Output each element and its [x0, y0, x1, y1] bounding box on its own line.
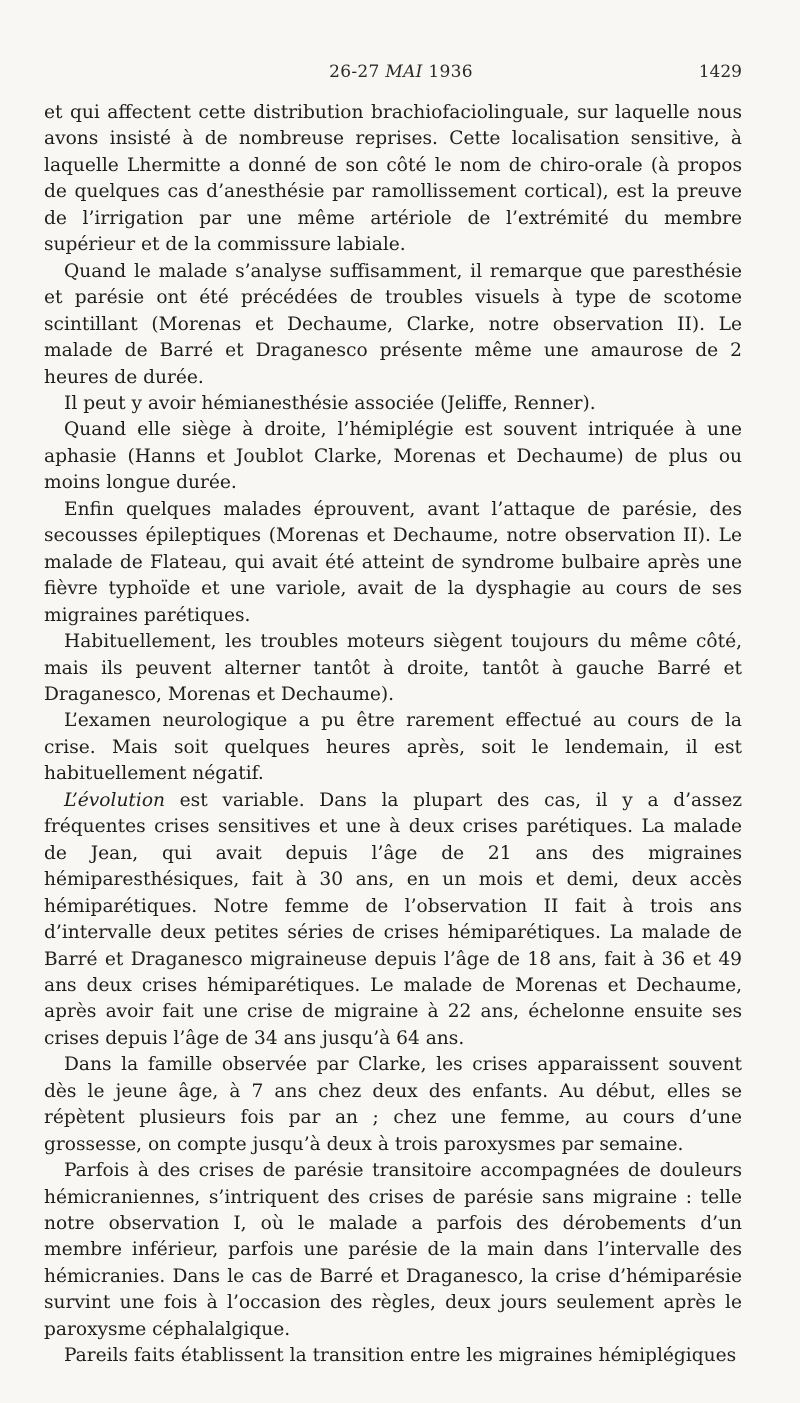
paragraph-4: Quand elle siège à droite, l’hémiplégie est souvent intriquée à une aphasie (Hanns et Joublot Clarke, Morenas et Dechaume) de plus ou moins longue durée.	[44, 419, 742, 494]
running-header	[60, 62, 742, 88]
paragraph-7: L’examen neurologique a pu être rarement effectué au cours de la crise. Mais soit quelques heures après, soit le lendemain, il est habituellement négatif.	[44, 710, 742, 785]
paragraph-10: Parfois à des crises de parésie transitoire accompagnées de douleurs hémicraniennes, s’intriquent des crises de parésie sans migraine : telle notre observation I, où le malade a parfois des dérobements d’un membre inférieur, parfois une parésie de la main dans l’intervalle des hémicranies. Dans le cas de Barré et Draganesco, la crise d’hémiparésie survint une fois à l’occasion des règles, deux jours seulement après le paroxysme céphalalgique.	[44, 1160, 742, 1340]
header-date-year: 1936	[428, 62, 473, 82]
body-text	[44, 100, 742, 1370]
paragraph-5: Enfin quelques malades éprouvent, avant l’attaque de parésie, des secousses épileptiques (Morenas et Dechaume, notre observation II). Le malade de Flateau, qui avait été atteint de syndrome bulbaire après une fièvre typhoïde et une variole, avait de la dysphagie au cours de ses migraines parétiques.	[44, 498, 742, 626]
page-number: 1429	[698, 62, 742, 82]
header-date-days: 26-27	[329, 62, 380, 82]
paragraph-8	[44, 788, 742, 1053]
paragraph-2: Quand le malade s’analyse suffisamment, il remarque que paresthésie et parésie ont été précédées de troubles visuels à type de scotome scintillant (Morenas et Dechaume, Clarke, notre observation II). Le malade de Barré et Draganesco présente même une amaurose de 2 heures de durée.	[44, 260, 742, 388]
paragraph-3: Il peut y avoir hémianesthésie associée (Jeliffe, Renner).	[64, 392, 596, 414]
paragraph-1: et qui affectent cette distribution brachiofaciolinguale, sur laquelle nous avons insisté à de nombreuse reprises. Cette localisation sensitive, à laquelle Lhermitte a donné de son côté le nom de chiro-orale (à propos de quelques cas d’anesthésie par ramollissement cortical), est la preuve de l’irrigation par une même artériole de l’extrémité du membre supérieur et de la commissure labiale.	[44, 102, 742, 256]
paragraph-8-text: est variable. Dans la plupart des cas, il y a d’assez fréquentes crises sensitives et une à deux crises parétiques. La malade de Jean, qui avait depuis l’âge de 21 ans des migraines hémiparesthésiques, fait à 30 ans, en un mois et demi, deux accès hémiparétiques. Notre femme de l’observation II fait à trois ans d’intervalle deux petites séries de crises hémiparétiques. La malade de Barré et Draganesco migraineuse depuis l’âge de 18 ans, fait à 36 et 49 ans deux crises hémiparétiques. Le malade de Morenas et Dechaume, après avoir fait une crise de migraine à 22 ans, échelonne ensuite ses crises depuis l’âge de 34 ans jusqu’à 64 ans.	[44, 789, 742, 1049]
paragraph-9: Dans la famille observée par Clarke, les crises apparaissent souvent dès le jeune âge, à 7 ans chez deux des enfants. Au début, elles se répètent plusieurs fois par an ; chez une femme, au cours d’une grossesse, on compte jusqu’à deux à trois paroxysmes par semaine.	[44, 1054, 742, 1155]
evolution-heading: L’évolution	[64, 789, 166, 811]
paragraph-6: Habituellement, les troubles moteurs siègent toujours du même côté, mais ils peuvent alterner tantôt à droite, tantôt à gauche Barré et Draganesco, Morenas et Dechaume).	[44, 631, 742, 705]
header-date-month: MAI	[385, 62, 423, 82]
header-date	[60, 62, 742, 82]
paragraph-11: Pareils faits établissent la transition entre les migraines hémiplégiques	[64, 1345, 737, 1367]
